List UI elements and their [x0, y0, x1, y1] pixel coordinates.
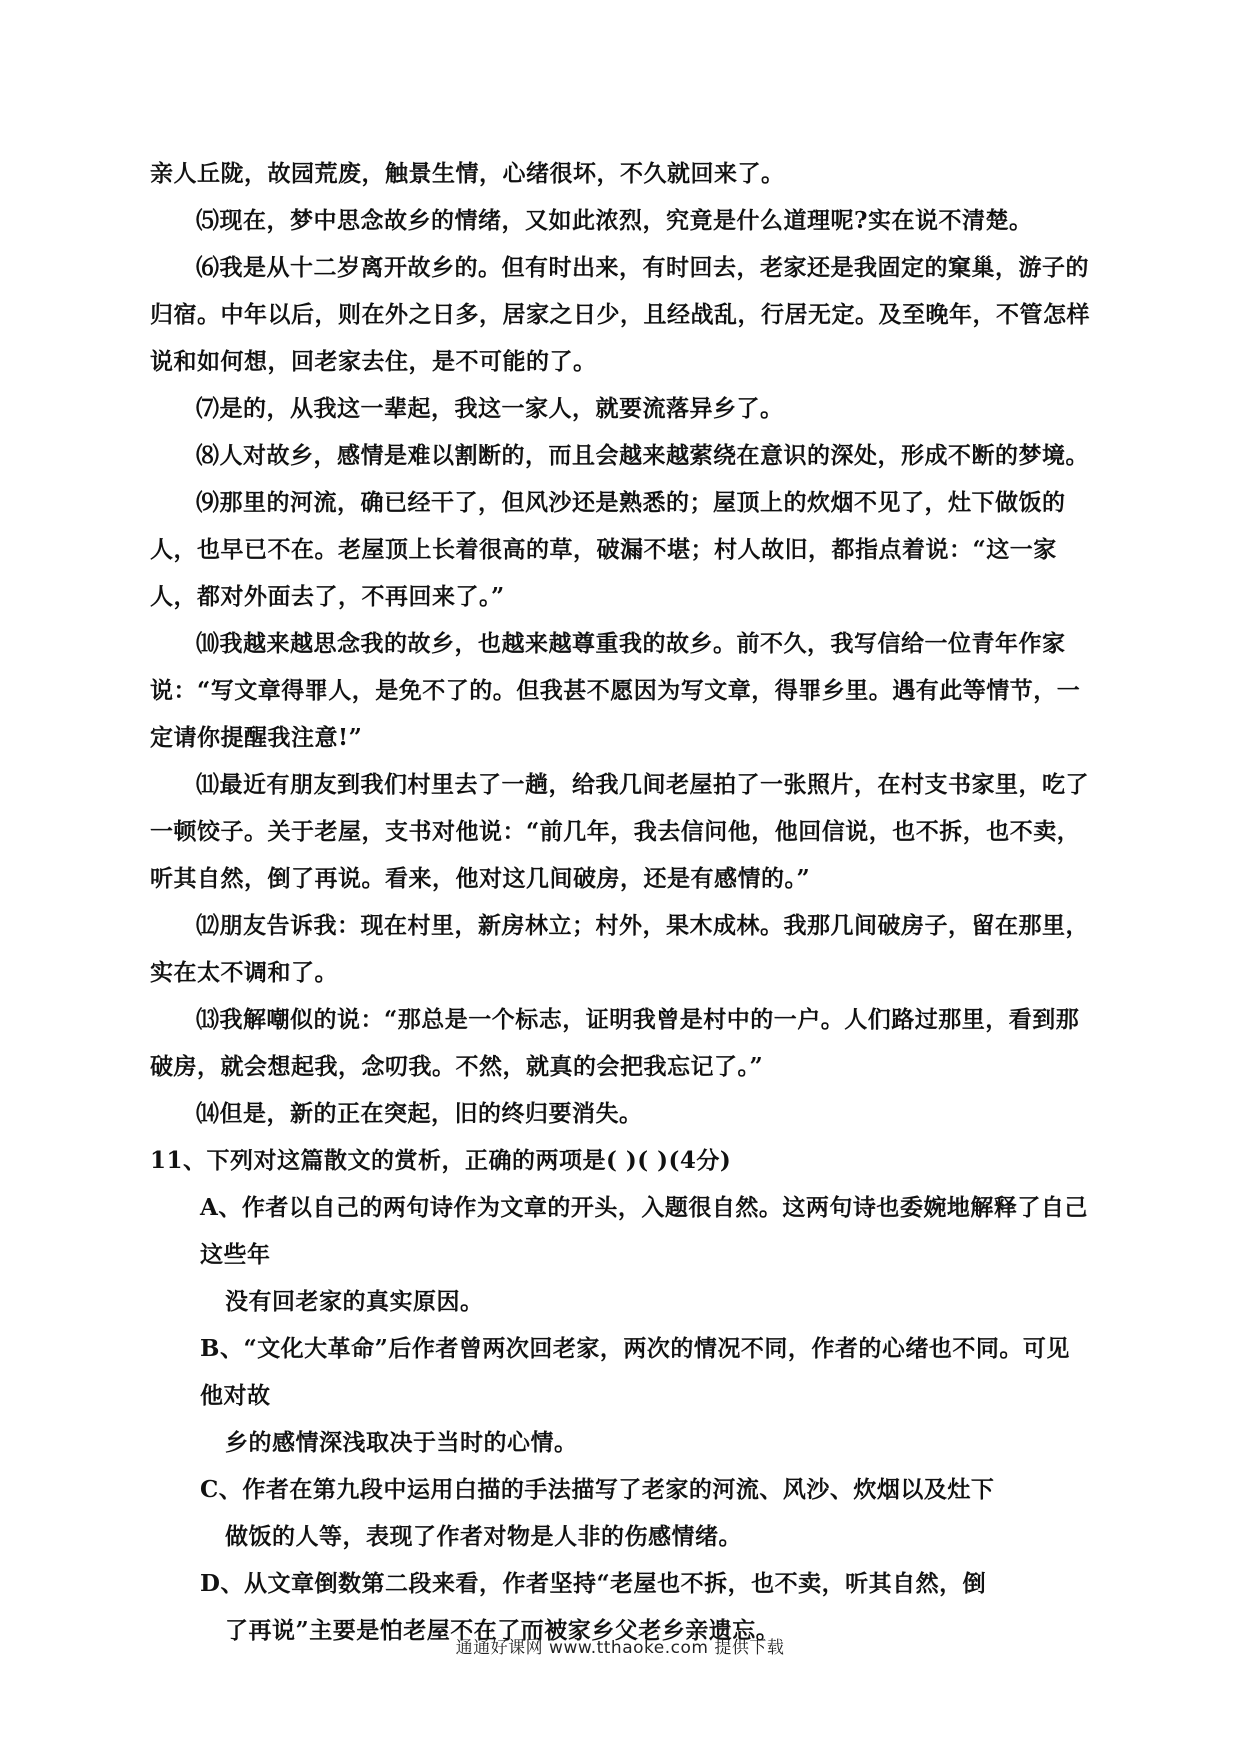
- paragraph-14: ⒁但是，新的正在突起，旧的终归要消失。: [196, 1100, 643, 1127]
- option-b-text-line1: “文化大革命”后作者曾两次回老家，两次的情况不同，作者的心绪也不同。可见他对故: [200, 1335, 1070, 1409]
- option-c: [150, 1466, 1090, 1560]
- option-b-text-line2: 乡的感情深浅取决于当时的心情。: [225, 1429, 578, 1456]
- paragraph-7: ⑺是的，从我这一辈起，我这一家人，就要流落异乡了。: [196, 395, 784, 422]
- option-c-text-line1: 作者在第九段中运用白描的手法描写了老家的河流、风沙、炊烟以及灶下: [242, 1476, 995, 1503]
- option-d-text-line1: 从文章倒数第二段来看，作者坚持“老屋也不拆，也不卖，听其自然，倒: [243, 1570, 987, 1597]
- paragraph-12: ⑿朋友告诉我：现在村里，新房林立；村外，果木成林。我那几间破房子，留在那里，实在太不调和了。: [150, 912, 1089, 986]
- paragraph-9: ⑼那里的河流，确已经干了，但风沙还是熟悉的；屋顶上的炊烟不见了，灶下做饭的人，也早已不在。老屋顶上长着很高的草，破漏不堪；村人故旧，都指点着说：“这一家人，都对外面去了，不再回来了。”: [150, 489, 1066, 610]
- paragraph-5: ⑸现在，梦中思念故乡的情绪，又如此浓烈，究竟是什么道理呢?实在说不清楚。: [196, 207, 1033, 234]
- option-c-text-line2: 做饭的人等，表现了作者对物是人非的伤感情绪。: [225, 1523, 742, 1550]
- option-d-label: D、: [200, 1570, 244, 1597]
- option-d-text-line2: 了再说”主要是怕老屋不在了而被家乡父老乡亲遗忘。: [225, 1617, 780, 1644]
- paragraph-13: ⒀我解嘲似的说：“那总是一个标志，证明我曾是村中的一户。人们路过那里，看到那破房，就会想起我，念叨我。不然，就真的会把我忘记了。”: [150, 1006, 1080, 1080]
- paragraph-4-end: 亲人丘陇，故园荒废，触景生情，心绪很坏，不久就回来了。: [150, 160, 785, 187]
- page-footer: 通通好课网 www.tthaoke.com 提供下载: [455, 1638, 785, 1658]
- paragraph-6: ⑹我是从十二岁离开故乡的。但有时出来，有时回去，老家还是我固定的窠巢，游子的归宿。中年以后，则在外之日多，居家之日少，且经战乱，行居无定。及至晚年，不管怎样说和如何想，回老家去住，是不可能的了。: [150, 254, 1090, 375]
- question-11-stem: 11、下列对这篇散文的赏析，正确的两项是( )( )(4分): [150, 1147, 732, 1174]
- article-body: [150, 150, 1090, 1654]
- option-a-text-line2: 没有回老家的真实原因。: [225, 1288, 484, 1315]
- paragraph-11: ⑾最近有朋友到我们村里去了一趟，给我几间老屋拍了一张照片，在村支书家里，吃了一顿饺子。关于老屋，支书对他说：“前几年，我去信问他，他回信说，也不拆，也不卖，听其自然，倒了再说。看来，他对这几间破房，还是有感情的。”: [150, 771, 1089, 892]
- option-a-text-line1: 作者以自己的两句诗作为文章的开头，入题很自然。这两句诗也委婉地解释了自己这些年: [200, 1194, 1088, 1268]
- option-a: [150, 1184, 1090, 1325]
- paragraph-8: ⑻人对故乡，感情是难以割断的，而且会越来越萦绕在意识的深处，形成不断的梦境。: [196, 442, 1089, 469]
- option-b: [150, 1325, 1090, 1466]
- answer-options: [150, 1184, 1090, 1654]
- option-a-label: A、: [200, 1194, 242, 1221]
- option-c-label: C、: [200, 1476, 243, 1503]
- option-b-label: B、: [200, 1335, 244, 1362]
- paragraph-10: ⑽我越来越思念我的故乡，也越来越尊重我的故乡。前不久，我写信给一位青年作家说：“写文章得罪人，是免不了的。但我甚不愿因为写文章，得罪乡里。遇有此等情节，一定请你提醒我注意!”: [150, 630, 1081, 751]
